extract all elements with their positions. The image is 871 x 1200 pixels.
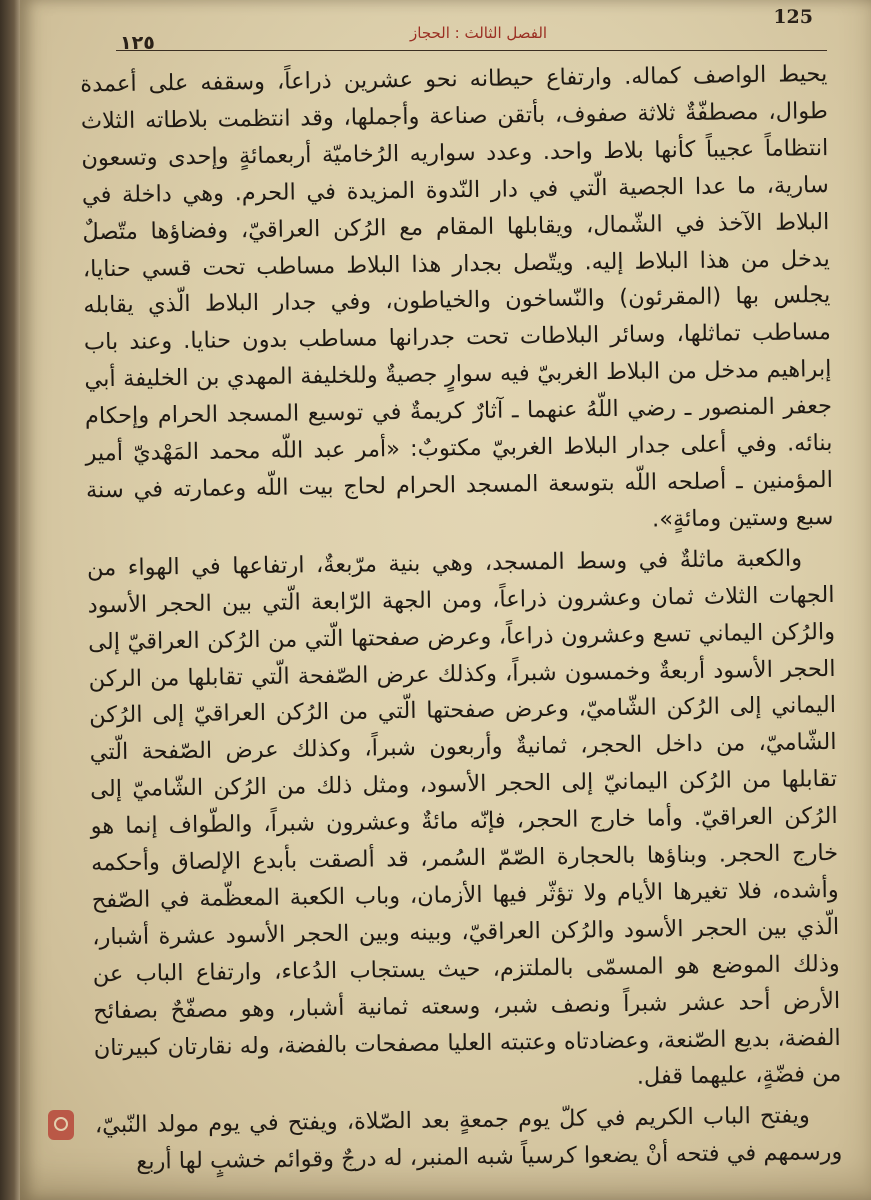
paragraph-3: ويفتح الباب الكريم في كلّ يوم جمعةٍ بعد الصّلاة، ويفتح في يوم مولد النّبيّ، ورسمهم في فتحه أنْ يضعوا كرسياً شبه المنبر، له درجٌ وقوائم خشبٍ لها أربع (94, 1102, 843, 1176)
paragraph-2: والكعبة ماثلةٌ في وسط المسجد، وهي بنية مرّبعةٌ، ارتفاعها في الهواء من الجهات الثلاث ثمان وعشرون ذراعاً، ومن الجهة الرّابعة الّتي بين الحجر الأسود والرُكن اليماني تسع وعشرون ذراعاً، وعرض صفحتها الّتي من الرُكن العراقيّ إلى الحجر الأسود أربعةٌ وخمسون شبراً، وكذلك عرض الصّفحة الّتي تقابلها من الركن اليماني إلى الرُكن الشّاميّ، وعرض صفحتها الّتي من الرُكن العراقيّ إلى الرُكن الشّاميّ، من داخل الحجر، ثمانيةٌ وأربعون شبراً، وكذلك عرض الصّفحة الّتي تقابلها من الرُكن اليمانيّ إلى الحجر الأسود، ومثل ذلك من الرُكن الشّاميّ إلى الرُكن العراقيّ. وأما خارج الحجر، فإنّه مائةٌ وعشرون شبراً، والطّواف إنما هو خارج الحجر. وبناؤها بالحجارة الصّمّ السُمر، قد ألصقت بأبدع الإلصاق وأحكمه وأشده، فلا تغيرها الأيام ولا تؤثّر فيها الأزمان، وباب الكعبة المعظّمة في الصّفح الّذي بين الحجر الأسود والرُكن العراقيّ، وبينه وبين الحجر الأسود عشرة أشبار، وذلك الموضع هو المسمّى بالملتزم، حيث يستجاب الدُعاء، وارتفاع الباب عن الأرض أحد عشر شبراً ونصف شبر، وسعته ثمانية أشبار، وهو مصفّحٌ بصفائح الفضة، بديع الصّنعة، وعضادتاه وعتبته العليا مصفحات بالفضة، وله نقارتان كبيرتان من فضّةٍ، عليهما قفل. (86, 545, 842, 1091)
page-number-arabic: ١٢٥ (120, 32, 155, 54)
body-text (80, 56, 842, 1182)
honorific-symbol-icon (48, 1110, 74, 1140)
page-header (110, 4, 831, 54)
paragraph-1: يحيط الواصف كماله. وارتفاع حيطانه نحو عشرين ذراعاً، وسقفه على أعمدة طوال، مصطفّةٌ ثلاثة صفوف، بأتقن صناعة وأجملها، وقد انتظمت بلاطاته الثلاث انتظاماً عجيباً كأنها بلاط واحد. وعدد سواريه الرُخاميّة أربعمائةٍ وإحدى وتسعون سارية، ما عدا الجصية الّتي في دار النّدوة المزيدة في الحرم. وهي داخلة في البلاط الآخذ في الشّمال، ويقابلها المقام مع الرُكن العراقيّ، وفضاؤها متّصلٌ يدخل من هذا البلاط إليه. ويتّصل بجدار هذا البلاط مساطب تحت قسي حنايا، يجلس بها (المقرئون) والنّساخون والخياطون، وفي جدار البلاط الّذي يقابله مساطب تماثلها، وسائر البلاطات تحت جدرانها مساطب بدون حنايا. وعند باب إبراهيم مدخل من البلاط الغربيّ فيه سوارٍ جصيةٌ وللخليفة المهدي بن الخليفة أبي جعفر المنصور ـ رضي اللّهُ عنهما ـ آثارٌ كريمةٌ في توسيع المسجد الحرام وإحكام بنائه. وفي أعلى جدار البلاط الغربيّ مكتوبٌ: «أمر عبد اللّه محمد المَهْديّ أمير المؤمنين ـ أصلحه اللّه بتوسعة المسجد الحرام لحاج بيت اللّه وعمارته في سنة سبع وستين ومائةٍ». (80, 60, 834, 533)
running-head: الفصل الثالث : الحجاز (410, 24, 548, 42)
header-rule (116, 50, 827, 51)
page-number-latin: 125 (773, 6, 813, 28)
book-page (20, 0, 871, 1200)
